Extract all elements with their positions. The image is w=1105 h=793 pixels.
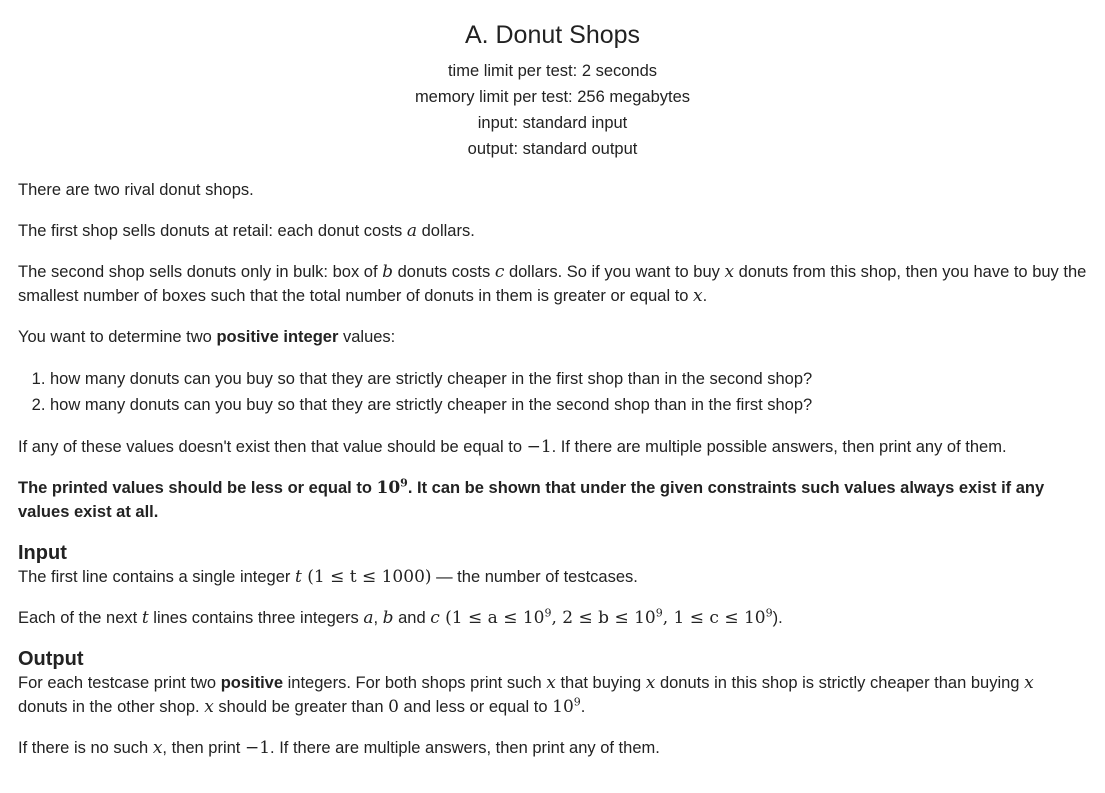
input-title: Input <box>18 542 67 564</box>
math-var: c <box>430 608 440 628</box>
statement-paragraph-4: You want to determine two positive integer values: <box>18 328 396 346</box>
math-var: x <box>724 262 735 282</box>
statement-paragraph-3: The second shop sells donuts only in bulk: box of b donuts costs c dollars. So if you want to buy x donuts from this shop, then you have to buy the smallest number of boxes such that the total number of donuts in them is greater or equal to x. <box>18 262 1087 306</box>
math-constraint: (1 ≤ t ≤ 1000) <box>301 567 432 587</box>
output-title: Output <box>18 648 84 670</box>
input-spec: input: standard input <box>477 114 628 132</box>
output-section <box>18 647 1087 760</box>
math-var: x <box>204 697 214 717</box>
output-line-1: For each testcase print two positive integers. For both shops print such x that buying x donuts in this shop is strictly cheaper than buying x donuts in the other shop. x should be greater than 0 and less or equal to $10^9$. <box>18 673 1034 717</box>
math-constraint: ($1 \le a \le 10^9$, $2 \le b \le 10^9$, $1 \le c \le 10^9$ <box>439 606 773 628</box>
math-value: 0 <box>388 697 399 717</box>
output-spec: output: standard output <box>467 140 638 158</box>
problem-header <box>18 0 1087 162</box>
problem-title: A. Donut Shops <box>464 21 641 49</box>
math-var: t <box>294 567 302 587</box>
math-var: x <box>693 286 703 306</box>
statement-paragraph-5: If any of these values doesn't exist then that value should be equal to −1. If there are multiple possible answers, then print any of them. <box>18 437 1007 457</box>
math-var: x <box>152 738 163 758</box>
math-var: b <box>382 608 394 628</box>
statement-paragraph-2: The first shop sells donuts at retail: each donut costs a dollars. <box>18 221 475 241</box>
math-var: x <box>1024 673 1034 693</box>
math-var: a <box>406 221 418 241</box>
output-line-2: If there is no such x, then print −1. If there are multiple answers, then print any of them. <box>18 738 660 758</box>
math-var: t <box>141 608 149 628</box>
question-list <box>18 366 1087 418</box>
time-limit: time limit per test: 2 seconds <box>447 62 658 80</box>
math-value: −1 <box>244 738 271 758</box>
memory-limit: memory limit per test: 256 megabytes <box>414 88 691 106</box>
math-var: b <box>382 262 394 282</box>
statement-paragraph-6: The printed values should be less or equal to $10^9$. It can be shown that under the given constraints such values always exist if any values exist at all. <box>18 476 1045 521</box>
input-line-2: Each of the next t lines contains three integers a, b and c ($1 \le a \le 10^9$, $2 \le b \le 10^9$, $1 \le c \le 10^9$). <box>18 606 783 628</box>
math-var: a <box>363 608 374 628</box>
math-var: c <box>494 262 505 282</box>
math-var: x <box>645 673 656 693</box>
math-value: −1 <box>526 437 552 457</box>
input-section <box>18 541 1087 630</box>
math-value: $10^9$ <box>376 476 408 498</box>
list-item: 2. how many donuts can you buy so that they are strictly cheaper in the second shop than in the first shop? <box>50 392 1087 418</box>
math-value: $10^9$ <box>552 695 581 717</box>
input-line-1: The first line contains a single integer t (1 ≤ t ≤ 1000) — the number of testcases. <box>18 567 638 587</box>
statement-paragraph-1: There are two rival donut shops. <box>18 181 254 199</box>
list-item: 1. how many donuts can you buy so that they are strictly cheaper in the first shop than in the second shop? <box>50 366 1087 392</box>
problem-statement <box>18 178 1087 524</box>
math-var: x <box>546 673 556 693</box>
